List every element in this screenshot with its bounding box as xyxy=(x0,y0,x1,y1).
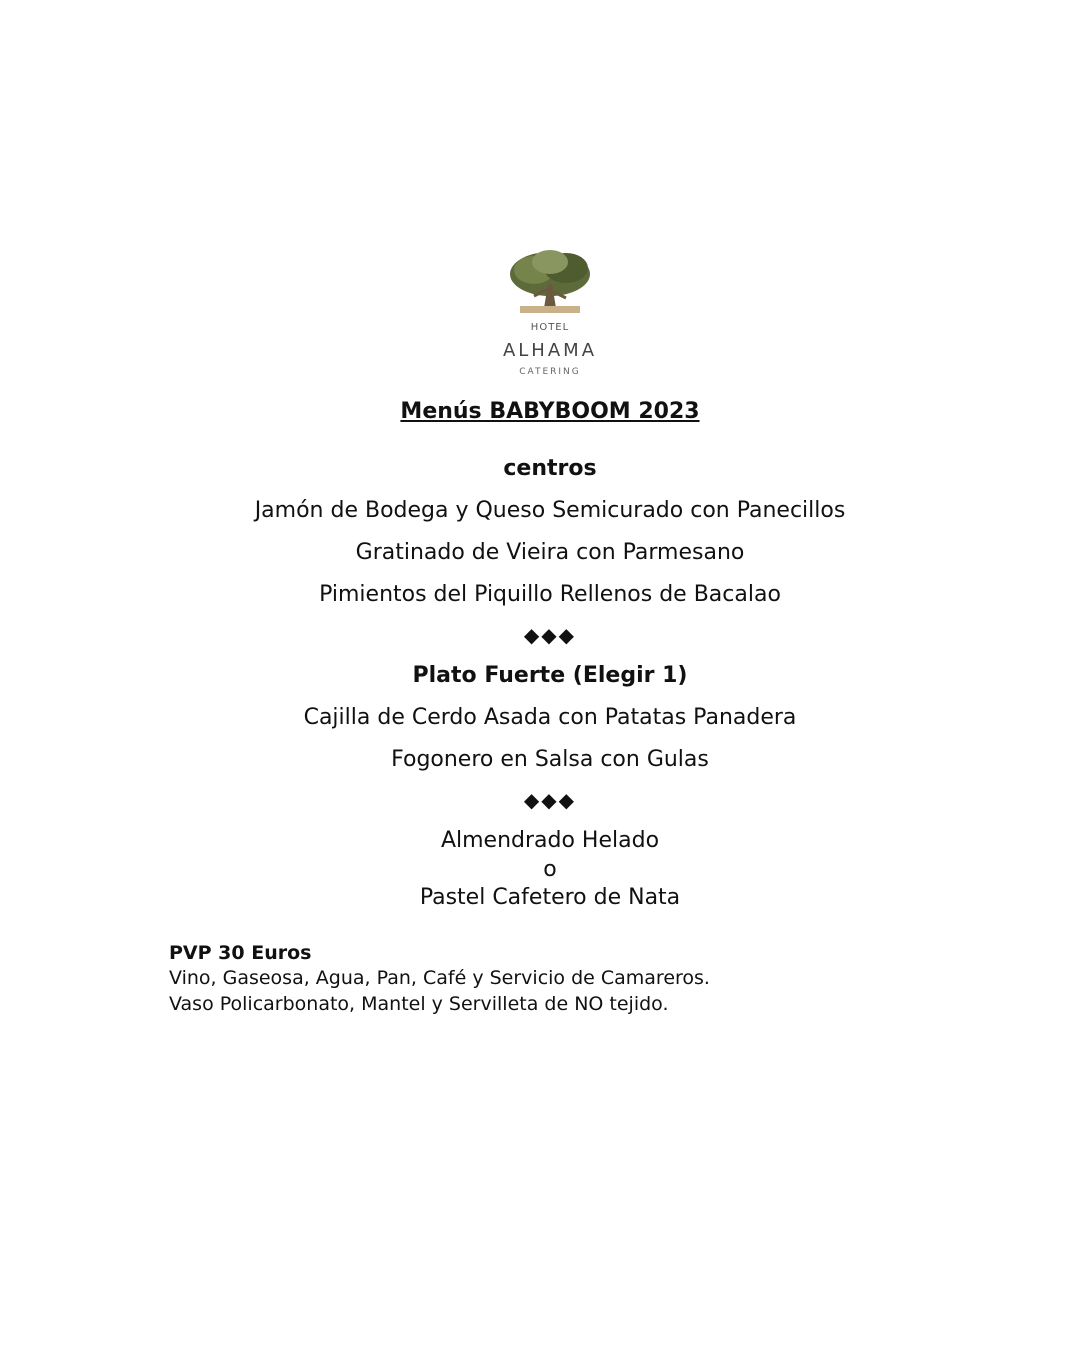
footer-line: Vino, Gaseosa, Agua, Pan, Café y Servicio de Camareros. xyxy=(169,967,710,989)
diamond-separator: ◆◆◆ xyxy=(523,788,577,812)
logo-sub-text: CATERING xyxy=(519,367,581,377)
price-label: PVP 30 Euros xyxy=(169,942,312,964)
footer-line: Vaso Policarbonato, Mantel y Servilleta de NO tejido. xyxy=(169,993,669,1015)
diamond-separator: ◆◆◆ xyxy=(523,623,577,647)
menu-item: Fogonero en Salsa con Gulas xyxy=(391,747,709,772)
menu-item: Pimientos del Piquillo Rellenos de Bacalao xyxy=(319,582,781,607)
tree-icon xyxy=(504,244,596,318)
menu-item-or: o xyxy=(543,857,557,882)
menu-item: Jamón de Bodega y Queso Semicurado con Panecillos xyxy=(254,498,846,523)
hotel-logo xyxy=(490,240,610,390)
section-heading-centros: centros xyxy=(503,456,597,481)
menu-item: Cajilla de Cerdo Asada con Patatas Panadera xyxy=(303,705,797,730)
section-heading-plato-fuerte: Plato Fuerte (Elegir 1) xyxy=(412,663,688,688)
menu-title: Menús BABYBOOM 2023 xyxy=(400,399,700,424)
menu-item: Pastel Cafetero de Nata xyxy=(419,885,681,910)
logo-hotel-text: HOTEL xyxy=(530,322,570,333)
logo-brand-text: ALHAMA xyxy=(502,340,598,361)
menu-item: Gratinado de Vieira con Parmesano xyxy=(355,540,745,565)
menu-item: Almendrado Helado xyxy=(440,828,660,853)
